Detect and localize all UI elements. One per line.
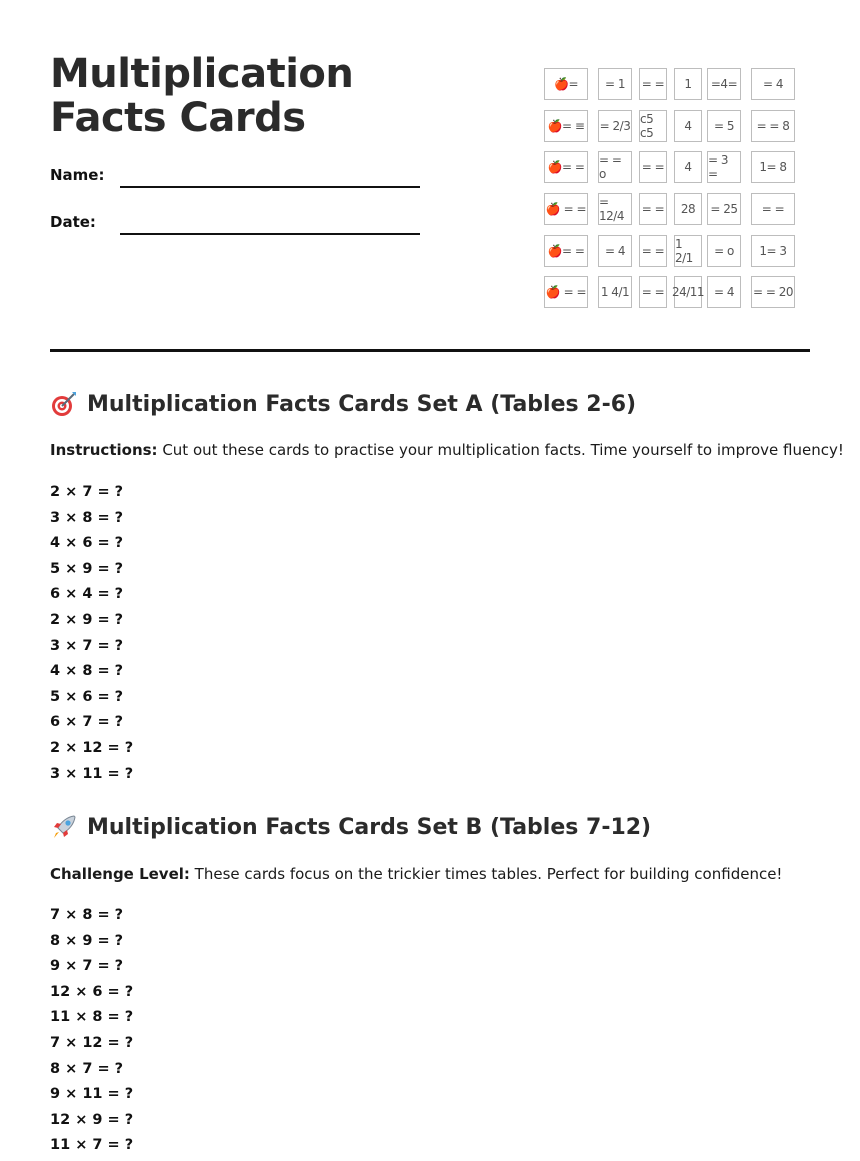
instructions-text: Cut out these cards to practise your multiplication facts. Time yourself to improve fluency! <box>157 441 844 459</box>
preview-card: 🍎 = = <box>544 276 588 308</box>
preview-card: 🍎= = <box>544 235 588 267</box>
fact-item: 7 × 12 = ? <box>50 1034 134 1051</box>
preview-card: 28 <box>674 193 702 225</box>
fact-item: 8 × 9 = ? <box>50 932 124 949</box>
challenge-text: These cards focus on the trickier times tables. Perfect for building confidence! <box>189 865 783 883</box>
preview-card: 🍎= = <box>544 151 588 183</box>
target-icon <box>50 390 78 418</box>
preview-card: = 3 = <box>707 151 741 183</box>
preview-card: = 4 <box>707 276 741 308</box>
name-label: Name: <box>50 166 105 184</box>
fact-item: 12 × 9 = ? <box>50 1111 134 1128</box>
name-field[interactable] <box>120 186 420 188</box>
preview-card: 🍎 = = <box>544 193 588 225</box>
preview-card: = = 8 <box>751 110 795 142</box>
preview-card: 1 2/1 <box>674 235 702 267</box>
preview-card: = = <box>639 193 667 225</box>
fact-item: 9 × 11 = ? <box>50 1086 134 1103</box>
fact-item: 7 × 8 = ? <box>50 907 124 923</box>
fact-item: 6 × 4 = ? <box>50 586 124 603</box>
date-label: Date: <box>50 213 96 231</box>
preview-card: = = <box>639 235 667 267</box>
fact-item: 8 × 7 = ? <box>50 1060 124 1077</box>
fact-item: 9 × 7 = ? <box>50 958 124 975</box>
date-field[interactable] <box>120 233 420 235</box>
preview-card: = = o <box>598 151 632 183</box>
preview-card: = 2/3 <box>598 110 632 142</box>
preview-card: 4 <box>674 151 702 183</box>
page-title: Multiplication Facts Cards <box>50 51 354 141</box>
fact-item: 12 × 6 = ? <box>50 983 134 1000</box>
section-divider <box>50 349 810 352</box>
preview-card: = 5 <box>707 110 741 142</box>
fact-item: 5 × 9 = ? <box>50 560 124 577</box>
rocket-icon <box>50 813 78 841</box>
set-a-facts-list <box>50 480 133 787</box>
section-b-title: Multiplication Facts Cards Set B (Tables 7-12) <box>87 814 652 840</box>
preview-card: = = <box>639 68 667 100</box>
preview-card: = o <box>707 235 741 267</box>
fact-item: 3 × 11 = ? <box>50 765 134 782</box>
preview-card: 24/11 <box>674 276 702 308</box>
fact-item: 6 × 7 = ? <box>50 714 124 731</box>
preview-card: = 12/4 <box>598 193 632 225</box>
preview-card: c5 c5 <box>639 110 667 142</box>
instructions-label: Instructions: <box>50 441 158 459</box>
preview-card: 1 4/1 <box>598 276 632 308</box>
section-b-instructions <box>50 865 782 883</box>
preview-card: = 25 <box>707 193 741 225</box>
preview-card: 🍎= <box>544 68 588 100</box>
fact-item: 4 × 8 = ? <box>50 663 124 680</box>
fact-item: 11 × 8 = ? <box>50 1009 134 1026</box>
fact-item: 2 × 7 = ? <box>50 484 124 500</box>
section-a-heading <box>50 390 636 418</box>
preview-card: 4 <box>674 110 702 142</box>
preview-card: = = <box>751 193 795 225</box>
fact-item: 2 × 9 = ? <box>50 611 124 628</box>
preview-card: = 1 <box>598 68 632 100</box>
preview-card: =4= <box>707 68 741 100</box>
preview-card: = 4 <box>751 68 795 100</box>
preview-card: = = <box>639 151 667 183</box>
section-a-title: Multiplication Facts Cards Set A (Tables 2-6) <box>87 391 637 417</box>
flashcard-preview-image <box>544 68 796 310</box>
section-b-heading <box>50 813 651 841</box>
preview-card: = 4 <box>598 235 632 267</box>
fact-item: 3 × 7 = ? <box>50 637 124 654</box>
fact-item: 3 × 8 = ? <box>50 509 124 526</box>
preview-card: 1= 8 <box>751 151 795 183</box>
fact-item: 4 × 6 = ? <box>50 535 124 552</box>
set-b-facts-list <box>50 903 133 1159</box>
fact-item: 11 × 7 = ? <box>50 1137 134 1154</box>
fact-item: 5 × 6 = ? <box>50 688 124 705</box>
preview-card: 1= 3 <box>751 235 795 267</box>
preview-card: = = <box>639 276 667 308</box>
preview-card: 1 <box>674 68 702 100</box>
preview-card: = = 20 <box>751 276 795 308</box>
challenge-label: Challenge Level: <box>50 865 190 883</box>
section-a-instructions <box>50 441 844 459</box>
fact-item: 2 × 12 = ? <box>50 739 134 756</box>
preview-card: 🍎= ≡ <box>544 110 588 142</box>
